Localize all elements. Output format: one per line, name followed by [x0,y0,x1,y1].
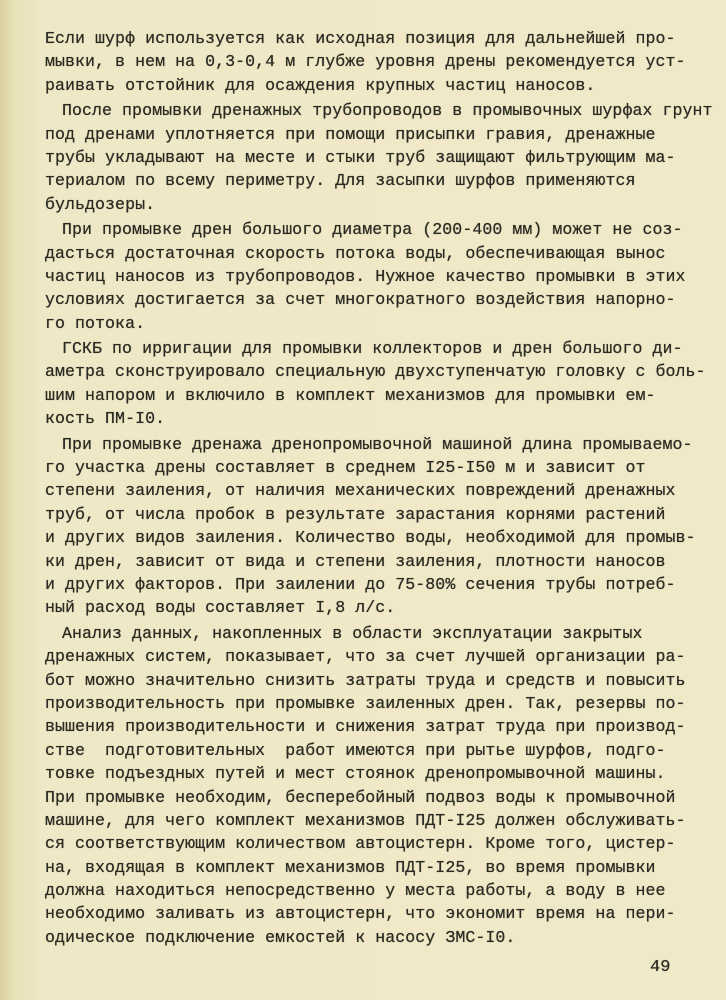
text-line: териалом по всему периметру. Для засыпки шурфов применяются [45,171,636,191]
paragraph [45,337,706,431]
document-body [45,27,713,951]
text-line: и других видов заиления. Количество воды, необходимой для промыв- [45,528,696,548]
text-line: раивать отстойник для осаждения крупных частиц наносов. [45,75,596,95]
paragraph [45,218,685,335]
text-line: ки дрен, зависит от вида и степени заиления, плотности наносов [45,551,666,571]
text-line: При промывке необходим, бесперебойный подвоз воды к промывочной [45,787,676,807]
text-line: ся соответствующим количеством автоцистерн. Кроме того, цистер- [45,834,676,854]
text-line: При промывке дрен большого диаметра (200-400 мм) может не соз- [62,220,683,240]
text-line: под дренами уплотняется при помощи присыпки гравия, дренажные [45,124,656,144]
text-line: кость ПМ-I0. [45,409,166,429]
text-line: бот можно значительно снизить затраты труда и средств и повысить [45,670,686,690]
text-line: Если шурф используется как исходная позиция для дальнейшей про- [45,29,676,48]
text-line: го участка дрены составляет в среднем I25-I50 м и зависит от [45,458,646,478]
text-line: ГСКБ по ирригации для промывки коллекторов и дрен большого ди- [62,339,683,359]
text-line: и других факторов. При заилении до 75-80% сечения трубы потреб- [45,574,676,594]
paragraph [45,622,685,949]
text-line: Анализ данных, накопленных в области эксплуатации закрытых [62,623,643,643]
text-line: труб, от числа пробок в результате зарастания корнями растений [45,504,666,524]
text-line: вышения производительности и снижения затрат труда при производ- [45,717,686,737]
text-line: частиц наносов из трубопроводов. Нужное качество промывки в этих [45,266,686,286]
text-line: на, входящая в комплект механизмов ПДТ-I25, во время промывки [45,857,656,877]
text-line: условиях достигается за счет многократного воздействия напорно- [45,290,676,310]
text-line: производительность при промывке заиленных дрен. Так, резервы по- [45,693,686,713]
text-line: шим напором и включило в комплект механизмов для промывки ем- [45,385,656,405]
text-line: должна находиться непосредственно у места работы, а воду в нее [45,881,666,901]
text-line: необходимо заливать из автоцистерн, что экономит время на пери- [45,904,676,924]
text-line: При промывке дренажа дренопромывочной машиной длина промываемо- [62,434,693,454]
text-line: степени заиления, от наличия механических повреждений дренажных [45,481,676,501]
paragraph [45,27,685,97]
text-line: После промывки дренажных трубопроводов в промывочных шурфах грунт [62,101,713,121]
text-line: бульдозеры. [45,194,156,214]
text-line: товке подъездных путей и мест стоянок дренопромывочной машины. [45,764,666,784]
paragraph [45,433,696,620]
text-line: стве подготовительных работ имеются при рытье шурфов, подго- [45,740,666,760]
paragraph [45,99,713,216]
text-line: одическое подключение емкостей к насосу ЗМС-I0. [45,927,516,947]
text-line: дренажных систем, показывает, что за счет лучшей организации ра- [45,647,686,667]
text-line: дасться достаточная скорость потока воды, обеспечивающая вынос [45,243,666,263]
text-line: машине, для чего комплект механизмов ПДТ-I25 должен обслуживать- [45,810,686,830]
page-number: 49 [650,958,671,977]
text-line: мывки, в нем на 0,3-0,4 м глубже уровня дрены рекомендуется уст- [45,52,686,72]
text-line: ный расход воды составляет I,8 л/с. [45,598,396,618]
text-line: аметра сконструировало специальную двухступенчатую головку с боль- [45,362,706,382]
text-line: го потока. [45,313,146,333]
text-line: трубы укладывают на месте и стыки труб защищают фильтрующим ма- [45,147,676,167]
